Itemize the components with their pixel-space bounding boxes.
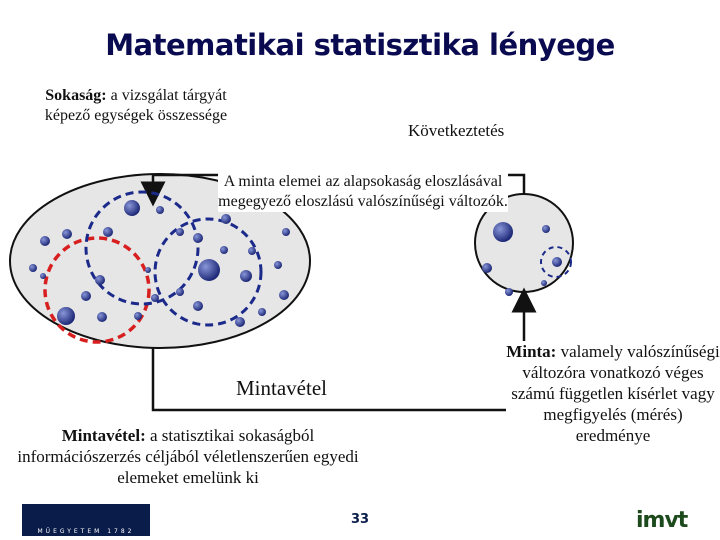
population-definition [26,86,246,126]
inference-label: Következtetés [408,121,505,140]
population-text: a vizsgálat tárgyát képező egységek összessége [44,87,228,124]
element-dot [97,312,107,322]
element-dot [176,228,184,236]
element-dot [193,233,203,243]
element-dot [176,288,184,296]
element-dot [145,267,151,273]
element-dot [134,312,142,320]
element-dot [81,291,91,301]
element-dot [235,317,245,327]
sampling-definition [10,425,366,488]
element-dot [220,246,228,254]
element-dot [541,280,547,286]
element-dot [57,307,75,325]
page-number: 33 [350,512,370,527]
element-dot [198,259,220,281]
element-dot [62,229,72,239]
element-dot [156,206,164,214]
element-dot [542,225,550,233]
element-dot [258,308,266,316]
sample-text: valamely valószínűségi változóra vonatkozó véges számú független kísérlet vagy megfigyelés (mérés) eredménye [511,342,720,445]
element-dot [240,270,252,282]
university-logo-text: MŰEGYETEM 1782 [37,528,135,535]
imvt-logo: imvt [636,508,688,533]
element-dot [40,273,46,279]
sample-term: Minta: [506,342,557,361]
element-dot [274,261,282,269]
element-dot [552,257,562,267]
page-title: Matematikai statisztika lényege [105,28,615,62]
element-dot [40,236,50,246]
element-dot [221,214,231,224]
sampling-text: a statisztikai sokaságból információszerzés céljából véletlenszerűen egyedi elemeket emelünk ki [17,426,359,487]
element-dot [95,275,105,285]
element-dot [493,222,513,242]
sample-definition [506,341,720,446]
sampling-term: Mintavétel: [61,426,146,445]
sampling-label: Mintavétel [236,376,327,400]
element-dot [482,263,492,273]
element-dot [193,301,203,311]
element-dot [151,294,159,302]
element-dot [282,228,290,236]
population-term: Sokaság: [45,87,107,104]
element-dot [29,264,37,272]
element-dot [248,247,256,255]
element-dot [505,288,513,296]
distribution-note: A minta elemei az alapsokaság eloszlásával megegyező eloszlású valószínűségi változók. [218,173,508,210]
element-dot [279,290,289,300]
element-dot [103,227,113,237]
element-dot [124,200,140,216]
